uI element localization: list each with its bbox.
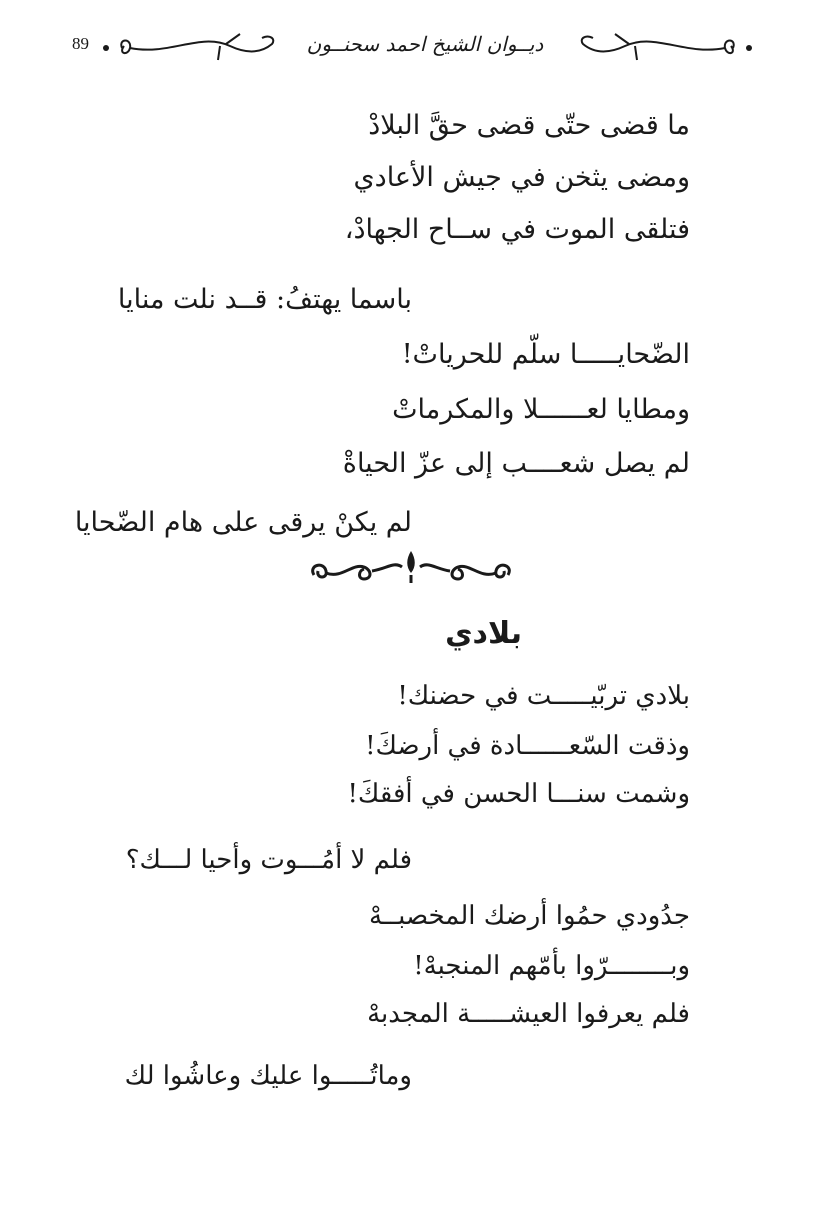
verse-line-refrain: فلم لا أمُـــوت وأحيا لـــك؟ xyxy=(125,845,412,875)
verse-line: بلادي تربّيـــــت في حضنك! xyxy=(397,681,690,711)
page-header xyxy=(0,0,822,100)
verse-line-refrain: وماتُـــــوا عليك وعاشُوا لك xyxy=(124,1061,412,1091)
verse-line-refrain: باسما يهتفُ: قــد نلت منايا xyxy=(117,284,412,315)
verse-line: الضّحايـــــا سلّم للحرياتْ! xyxy=(401,339,690,370)
verse-line: ما قضى حتّى قضى حقَّ البلادْ xyxy=(368,110,690,141)
left-header-ornament-icon xyxy=(100,26,280,66)
page-number: 89 xyxy=(72,34,89,53)
running-title: ديــوان الشيخ احمد سحنــون xyxy=(306,32,544,56)
right-header-ornament-icon xyxy=(575,26,755,66)
verse-line: وشمت سنـــا الحسن في أفقكَ! xyxy=(347,779,690,809)
verse-line: ومطايا لعــــــلا والمكرماتْ xyxy=(392,394,690,425)
verse-line: فلم يعرفوا العيشـــــة المجدبهْ xyxy=(367,999,690,1029)
verse-line-refrain: لم يكنْ يرقى على هام الضّحايا xyxy=(74,507,412,538)
verse-line: ومضى يثخن في جيش الأعادي xyxy=(353,162,690,193)
poem-title: بلادي xyxy=(445,616,522,651)
verse-line: وبــــــــرّوا بأمّهم المنجبهْ! xyxy=(413,951,690,981)
verse-line: فتلقى الموت في ســاح الجهادْ، xyxy=(344,214,690,245)
divider-ornament-icon xyxy=(302,545,520,595)
verse-line: وذقت السّعــــــادة في أرضكَ! xyxy=(365,731,690,761)
verse-line: جدُودي حمُوا أرضك المخصبــهْ xyxy=(368,901,690,931)
verse-line: لم يصل شعــــب إلى عزّ الحياةْ xyxy=(342,448,690,479)
